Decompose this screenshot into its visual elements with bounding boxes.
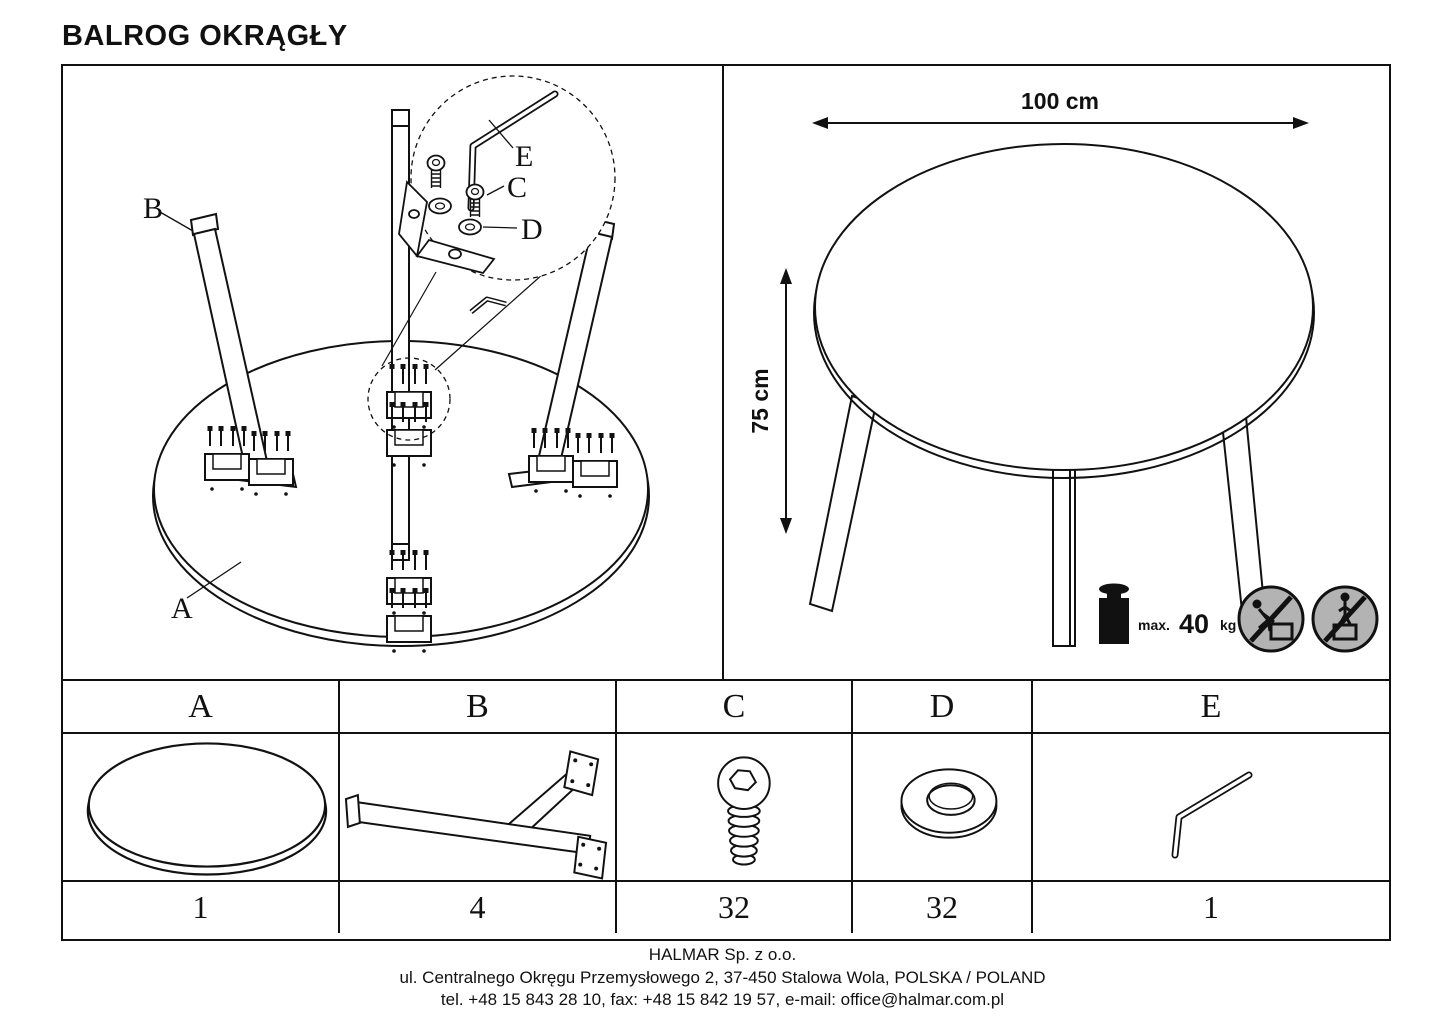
- label-c: C: [507, 171, 528, 204]
- small-allen-key: [471, 299, 506, 312]
- part-header-d: D: [853, 681, 1033, 732]
- part-qty-e: 1: [1203, 889, 1219, 925]
- part-header-b: B: [340, 681, 617, 732]
- assembled-leg-left: [810, 396, 876, 611]
- detail-washer: [459, 220, 481, 235]
- max-load-unit: kg: [1220, 617, 1237, 633]
- max-load-value: 40: [1179, 609, 1210, 639]
- part-header-e: E: [1200, 687, 1222, 725]
- part-qty-b: 4: [340, 882, 617, 933]
- part-drawing-washer: [853, 734, 1033, 880]
- label-e: E: [515, 140, 534, 173]
- footer-address: ul. Centralnego Okręgu Przemysłowego 2, 37-450 Stalowa Wola, POLSKA / POLAND: [399, 967, 1046, 987]
- detail-washer: [429, 199, 451, 214]
- part-qty-d: 32: [853, 882, 1033, 933]
- top-panels: [63, 66, 1389, 679]
- leader-line-b: [160, 212, 193, 231]
- part-drawing-screw: [617, 734, 853, 880]
- part-header-c: C: [617, 681, 853, 732]
- dimensions-diagram: [724, 66, 1387, 679]
- height-dimension-arrow: [780, 268, 792, 534]
- weight-max-load-icon: [1099, 584, 1129, 645]
- part-qty-c: 32: [617, 882, 853, 933]
- parts-quantity-row: [63, 880, 1389, 933]
- part-drawing-leg: [340, 734, 617, 880]
- width-dimension-arrow: [812, 117, 1309, 129]
- width-dimension-label: 100 cm: [1020, 88, 1100, 114]
- height-dimension-label: 75 cm: [747, 368, 773, 434]
- part-qty-a: 1: [63, 882, 340, 933]
- no-pushing-table-icon: [1239, 587, 1303, 651]
- max-load-prefix: max.: [1138, 617, 1170, 633]
- assembly-diagram: [63, 66, 724, 679]
- part-header-a: A: [63, 681, 340, 732]
- no-standing-on-table-icon: [1313, 587, 1377, 651]
- parts-header-row: [63, 679, 1389, 732]
- dimensions-panel: [724, 66, 1389, 679]
- page-title: BALROG OKRĄGŁY: [62, 20, 348, 52]
- main-frame: [61, 64, 1391, 941]
- part-drawing-allen-key: [1033, 734, 1389, 880]
- label-d: D: [521, 213, 543, 246]
- footer-contact: tel. +48 15 843 28 10, fax: +48 15 842 19 57, e-mail: office@halmar.com.pl: [440, 990, 1005, 1009]
- parts-drawing-row: [63, 732, 1389, 880]
- footer-company: HALMAR Sp. z o.o.: [648, 945, 797, 964]
- part-drawing-table-top: [63, 734, 340, 880]
- label-b: B: [143, 192, 164, 225]
- assembled-leg-center: [1053, 466, 1075, 646]
- assembly-panel: [63, 66, 724, 679]
- footer: [0, 944, 1445, 1012]
- label-a: A: [171, 592, 193, 625]
